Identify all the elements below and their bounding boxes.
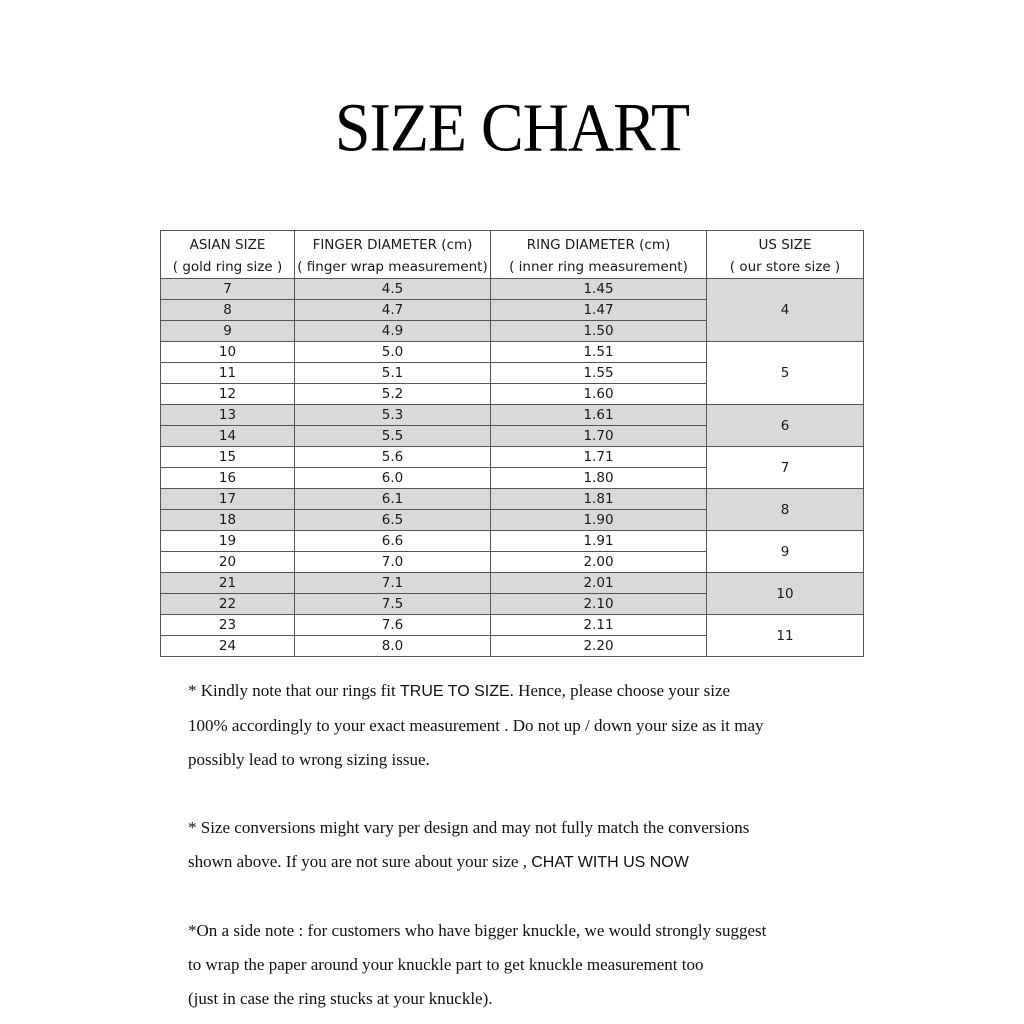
cell-finger-diameter: 6.0: [295, 468, 491, 489]
cell-asian-size: 16: [161, 468, 295, 489]
cell-finger-diameter: 6.6: [295, 531, 491, 552]
cell-finger-diameter: 5.5: [295, 426, 491, 447]
cell-ring-diameter: 1.61: [491, 405, 707, 426]
cell-asian-size: 7: [161, 279, 295, 300]
table-row: [161, 615, 864, 636]
cell-finger-diameter: 6.5: [295, 510, 491, 531]
cell-finger-diameter: 8.0: [295, 636, 491, 657]
header-finger-diameter: FINGER DIAMETER (cm): [295, 231, 491, 257]
chat-with-us-text: CHAT WITH US NOW: [531, 854, 689, 871]
cell-ring-diameter: 2.11: [491, 615, 707, 636]
note-3-line-3: (just in case the ring stucks at your knuckle).: [188, 989, 493, 1008]
cell-asian-size: 15: [161, 447, 295, 468]
table-row: [161, 447, 864, 468]
cell-ring-diameter: 1.51: [491, 342, 707, 363]
cell-ring-diameter: 2.10: [491, 594, 707, 615]
cell-ring-diameter: 2.01: [491, 573, 707, 594]
cell-finger-diameter: 5.2: [295, 384, 491, 405]
cell-asian-size: 18: [161, 510, 295, 531]
cell-ring-diameter: 2.20: [491, 636, 707, 657]
cell-finger-diameter: 7.1: [295, 573, 491, 594]
cell-finger-diameter: 7.0: [295, 552, 491, 573]
cell-ring-diameter: 1.70: [491, 426, 707, 447]
cell-us-size: 10: [707, 573, 864, 615]
cell-us-size: 11: [707, 615, 864, 657]
cell-asian-size: 10: [161, 342, 295, 363]
cell-ring-diameter: 1.60: [491, 384, 707, 405]
table-row: [161, 573, 864, 594]
table-row: [161, 279, 864, 300]
cell-asian-size: 24: [161, 636, 295, 657]
cell-ring-diameter: 1.50: [491, 321, 707, 342]
note-1-line-3: possibly lead to wrong sizing issue.: [188, 750, 430, 769]
cell-ring-diameter: 1.45: [491, 279, 707, 300]
cell-us-size: 4: [707, 279, 864, 342]
table-row: [161, 342, 864, 363]
cell-finger-diameter: 5.3: [295, 405, 491, 426]
note-2-line-2: shown above. If you are not sure about your size , CHAT WITH US NOW: [188, 852, 689, 871]
header-ring-diameter: RING DIAMETER (cm): [491, 231, 707, 257]
cell-asian-size: 12: [161, 384, 295, 405]
subheader-finger-diameter: ( finger wrap measurement): [295, 256, 491, 279]
note-1-line-2: 100% accordingly to your exact measurement . Do not up / down your size as it may: [188, 716, 764, 735]
cell-us-size: 5: [707, 342, 864, 405]
cell-finger-diameter: 5.1: [295, 363, 491, 384]
cell-finger-diameter: 4.9: [295, 321, 491, 342]
cell-ring-diameter: 1.80: [491, 468, 707, 489]
cell-finger-diameter: 5.0: [295, 342, 491, 363]
note-3-line-1: *On a side note : for customers who have bigger knuckle, we would strongly suggest: [188, 921, 767, 940]
cell-asian-size: 11: [161, 363, 295, 384]
cell-asian-size: 13: [161, 405, 295, 426]
subheader-asian-size: ( gold ring size ): [161, 256, 295, 279]
table-row: [161, 405, 864, 426]
cell-us-size: 7: [707, 447, 864, 489]
cell-ring-diameter: 1.71: [491, 447, 707, 468]
cell-ring-diameter: 1.55: [491, 363, 707, 384]
notes-section: [188, 674, 888, 1016]
table-row: [161, 489, 864, 510]
cell-asian-size: 8: [161, 300, 295, 321]
cell-asian-size: 17: [161, 489, 295, 510]
note-3-line-2: to wrap the paper around your knuckle part to get knuckle measurement too: [188, 955, 704, 974]
cell-us-size: 8: [707, 489, 864, 531]
cell-asian-size: 9: [161, 321, 295, 342]
subheader-us-size: ( our store size ): [707, 256, 864, 279]
table-header: [161, 231, 864, 279]
table-body: [161, 279, 864, 657]
cell-asian-size: 23: [161, 615, 295, 636]
cell-ring-diameter: 1.47: [491, 300, 707, 321]
page-title: SIZE CHART: [334, 89, 690, 166]
size-chart-table: [160, 230, 864, 657]
note-1-line-1: * Kindly note that our rings fit TRUE TO SIZE. Hence, please choose your size: [188, 681, 731, 700]
true-to-size-emphasis: TRUE TO SIZE: [400, 683, 510, 700]
cell-finger-diameter: 6.1: [295, 489, 491, 510]
cell-ring-diameter: 2.00: [491, 552, 707, 573]
cell-finger-diameter: 5.6: [295, 447, 491, 468]
cell-finger-diameter: 4.5: [295, 279, 491, 300]
header-us-size: US SIZE: [707, 231, 864, 257]
cell-finger-diameter: 4.7: [295, 300, 491, 321]
cell-asian-size: 22: [161, 594, 295, 615]
cell-asian-size: 19: [161, 531, 295, 552]
cell-us-size: 6: [707, 405, 864, 447]
cell-ring-diameter: 1.91: [491, 531, 707, 552]
cell-finger-diameter: 7.5: [295, 594, 491, 615]
subheader-ring-diameter: ( inner ring measurement): [491, 256, 707, 279]
cell-finger-diameter: 7.6: [295, 615, 491, 636]
header-asian-size: ASIAN SIZE: [161, 231, 295, 257]
cell-asian-size: 14: [161, 426, 295, 447]
cell-ring-diameter: 1.81: [491, 489, 707, 510]
cell-ring-diameter: 1.90: [491, 510, 707, 531]
note-2-line-1: * Size conversions might vary per design and may not fully match the conversions: [188, 818, 750, 837]
cell-us-size: 9: [707, 531, 864, 573]
cell-asian-size: 21: [161, 573, 295, 594]
table-row: [161, 531, 864, 552]
cell-asian-size: 20: [161, 552, 295, 573]
